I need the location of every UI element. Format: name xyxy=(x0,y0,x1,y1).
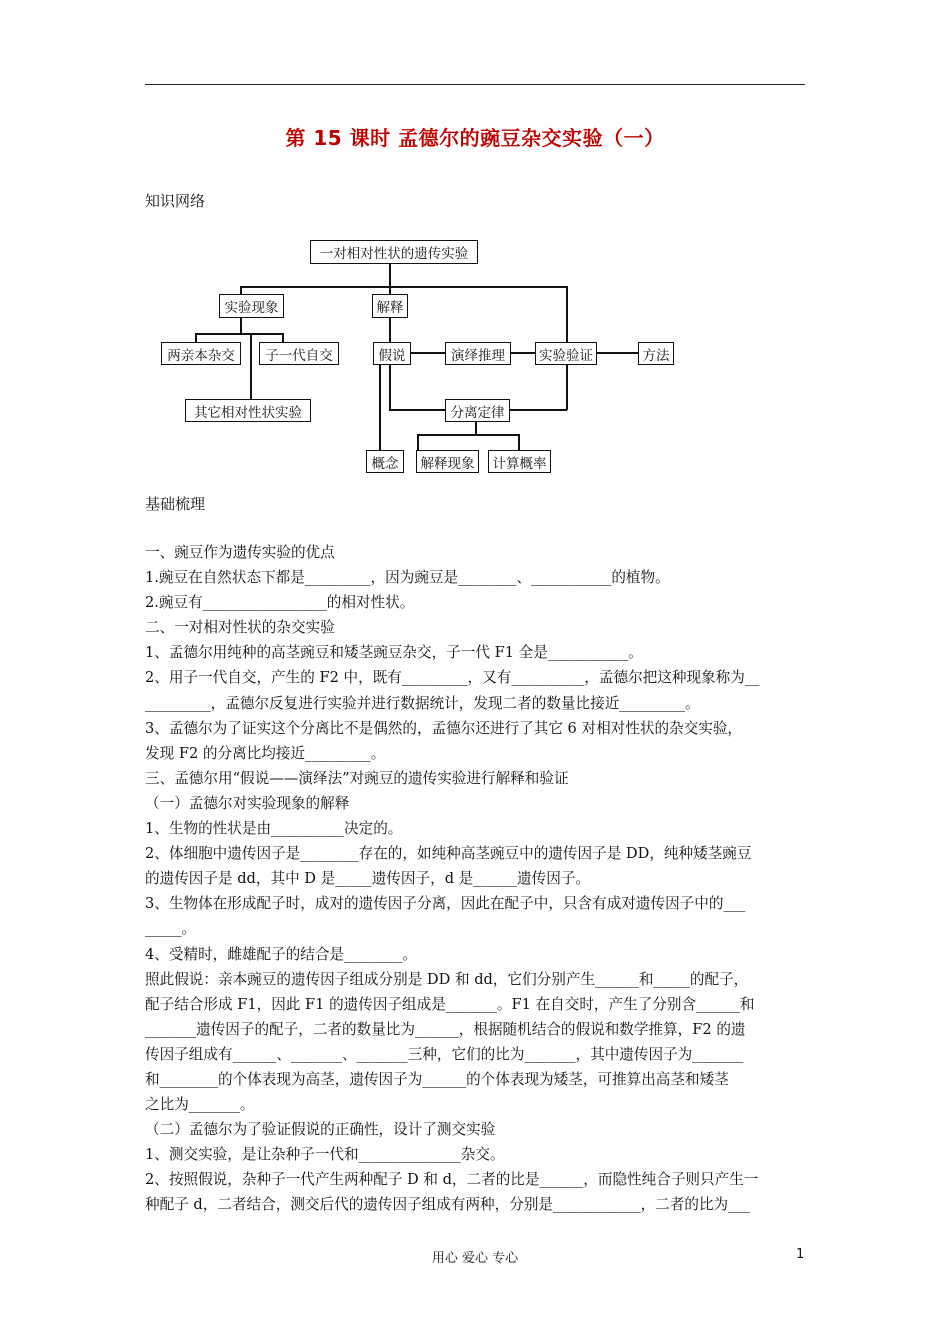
connector-line xyxy=(508,409,567,411)
connector-line xyxy=(240,286,242,294)
text-line: 传因子组成有______、_______、_______三种，它们的比为_______，其中遗传因子为_______ xyxy=(145,1045,744,1063)
text-line: _____。 xyxy=(145,920,197,938)
method-box: 方法 xyxy=(638,342,674,365)
page-title: 第 15 课时 孟德尔的豌豆杂交实验（一） xyxy=(285,126,665,150)
concept-box: 概念 xyxy=(366,450,404,473)
connector-line xyxy=(379,363,381,450)
connector-line xyxy=(195,333,282,335)
connector-line xyxy=(389,318,391,342)
text-line: （二）孟德尔为了验证假说的正确性，设计了测交实验 xyxy=(145,1121,496,1139)
text-line: 1、孟德尔用纯种的高茎豌豆和矮茎豌豆杂交，子一代 F1 全是___________。 xyxy=(145,644,643,662)
calc-probability-box: 计算概率 xyxy=(488,450,551,473)
text-line: _______遗传因子的配子，二者的数量比为______，根据随机结合的假说和数学推算，F2 的遗 xyxy=(145,1020,746,1038)
connector-line xyxy=(411,352,445,354)
text-line: 种配子 d，二者结合，测交后代的遗传因子组成有两种，分别是____________，二者的比为___ xyxy=(145,1196,751,1214)
text-line: 照此假说：亲本豌豆的遗传因子组成分别是 DD 和 dd，它们分别产生______和_____的配子， xyxy=(145,970,749,988)
text-line: 三、孟德尔用“假说——演绎法”对豌豆的遗传实验进行解释和验证 xyxy=(145,769,569,787)
text-line: 的遗传因子是 dd，其中 D 是_____遗传因子，d 是______遗传因子。 xyxy=(145,870,591,888)
connector-line xyxy=(417,434,518,436)
hypothesis-box: 假说 xyxy=(373,342,411,365)
text-line: 发现 F2 的分离比均接近_________。 xyxy=(145,744,386,762)
connector-line xyxy=(389,363,391,409)
page-number: 1 xyxy=(796,1247,805,1262)
connector-line xyxy=(566,363,568,410)
text-line: 2、按照假说，杂种子一代产生两种配子 D 和 d，二者的比是______，而隐性纯合子则只产生一 xyxy=(145,1171,759,1189)
other-traits-box: 其它相对性状实验 xyxy=(185,399,311,422)
text-line: _________，孟德尔反复进行实验并进行数据统计，发现二者的数量比接近_________。 xyxy=(145,694,700,712)
phenomenon-box: 实验现象 xyxy=(219,294,284,318)
text-line: 2、体细胞中遗传因子是________存在的，如纯种高茎豌豆中的遗传因子是 DD，纯种矮茎豌豆 xyxy=(145,845,752,863)
text-line: 1.豌豆在自然状态下都是_________，因为豌豆是________、___________的植物。 xyxy=(145,569,670,587)
text-line: 3、孟德尔为了证实这个分离比不是偶然的，孟德尔还进行了其它 6 对相对性状的杂交实验， xyxy=(145,719,743,737)
connector-line xyxy=(597,352,638,354)
verify-box: 实验验证 xyxy=(535,342,597,365)
text-line: 1、测交实验，是让杂种子一代和______________杂交。 xyxy=(145,1146,505,1164)
text-line: 和________的个体表现为高茎，遗传因子为______的个体表现为矮茎，可推算出高茎和矮茎 xyxy=(145,1070,729,1088)
connector-line xyxy=(250,333,252,399)
text-line: 2、用子一代自交，产生的 F2 中，既有_________，又有__________，孟德尔把这种现象称为__ xyxy=(145,669,760,687)
connector-line xyxy=(389,409,445,411)
f1-self-box: 子一代自交 xyxy=(259,342,339,365)
text-line: 1、生物的性状是由__________决定的。 xyxy=(145,820,403,838)
explain-phenomena-box: 解释现象 xyxy=(416,450,479,473)
parents-cross-box: 两亲本杂交 xyxy=(161,342,241,365)
connector-line xyxy=(518,434,520,450)
connector-line xyxy=(475,420,477,434)
worksheet-body xyxy=(145,540,807,1218)
connector-line xyxy=(240,318,242,333)
text-line: 4、受精时，雌雄配子的结合是________。 xyxy=(145,945,417,963)
connector-line xyxy=(240,286,566,288)
text-line: 2.豌豆有_________________的相对性状。 xyxy=(145,594,415,612)
connector-line xyxy=(389,263,391,286)
connector-line xyxy=(566,286,568,343)
text-line: 3、生物体在形成配子时，成对的遗传因子分离，因此在配子中，只含有成对遗传因子中的___ xyxy=(145,895,746,913)
connector-line xyxy=(511,352,535,354)
deduction-box: 演绎推理 xyxy=(445,342,511,365)
section-basics-label: 基础梳理 xyxy=(145,495,206,513)
text-line: （一）孟德尔对实验现象的解释 xyxy=(145,794,350,812)
footer-text: 用心 爱心 专心 xyxy=(431,1251,519,1266)
text-line: 一、豌豆作为遗传实验的优点 xyxy=(145,544,335,561)
text-line: 之比为_______。 xyxy=(145,1096,255,1114)
header-rule xyxy=(145,84,805,85)
connector-line xyxy=(389,286,391,294)
connector-line xyxy=(417,434,419,450)
root-box: 一对相对性状的遗传实验 xyxy=(310,240,478,264)
text-line: 配子结合形成 F1，因此 F1 的遗传因子组成是_______。F1 在自交时，产生了分别含______和 xyxy=(145,995,755,1013)
section-network-label: 知识网络 xyxy=(145,192,206,210)
text-line: 二、一对相对性状的杂交实验 xyxy=(145,619,335,637)
explain-box: 解释 xyxy=(372,294,408,318)
segregation-law-box: 分离定律 xyxy=(445,399,510,422)
